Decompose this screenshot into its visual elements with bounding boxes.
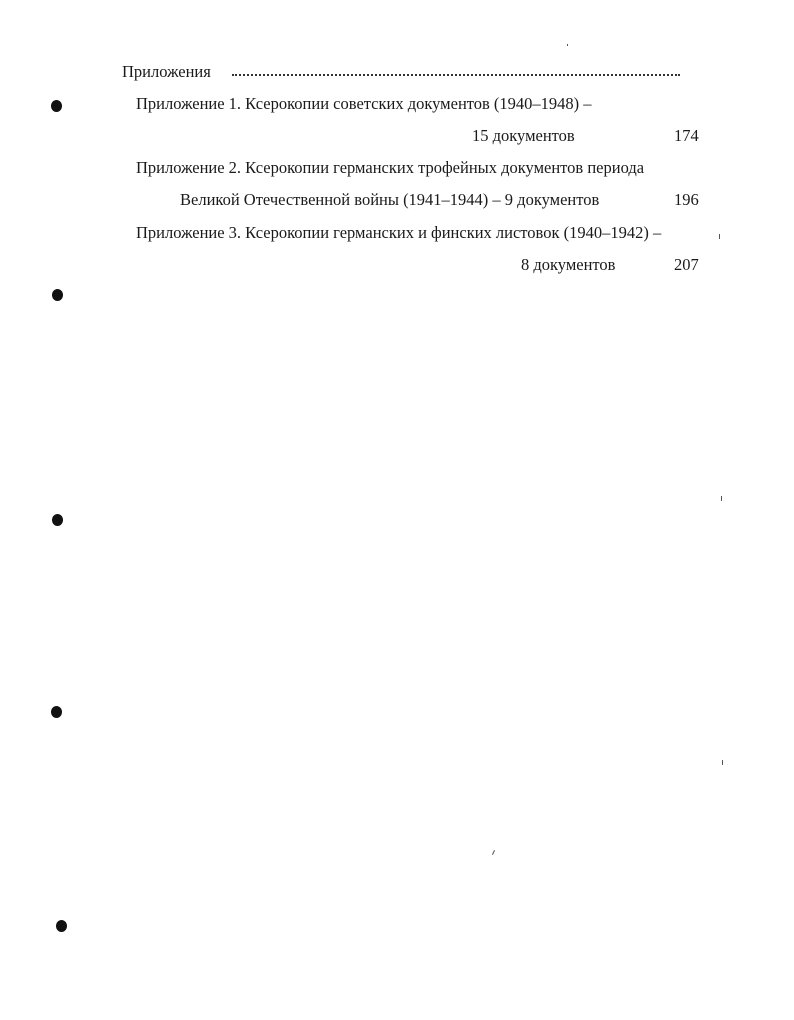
scan-speck — [567, 44, 568, 46]
scan-speck — [719, 234, 720, 239]
binder-hole — [51, 100, 62, 112]
toc-leader-dots — [232, 62, 680, 76]
scan-speck — [721, 496, 722, 501]
toc-entry-2-page: 196 — [674, 190, 699, 209]
toc-entry-1-title: Приложение 1. Ксерокопии советских документов (1940–1948) – — [136, 94, 592, 113]
toc-entry-2-title: Приложение 2. Ксерокопии германских трофейных документов периода — [136, 158, 645, 177]
toc-entry-1-count: 15 документов — [472, 126, 575, 145]
binder-hole — [52, 514, 63, 526]
scan-speck — [492, 850, 495, 855]
toc-entry-3-title: Приложение 3. Ксерокопии германских и финских листовок (1940–1942) – — [136, 223, 662, 242]
toc-entry-1-page: 174 — [674, 126, 699, 145]
binder-hole — [51, 706, 62, 718]
toc-entry-2-continuation: Великой Отечественной войны (1941–1944) – 9 документов — [180, 190, 600, 209]
toc-entry-3-count: 8 документов — [521, 255, 616, 274]
toc-heading: Приложения — [122, 62, 211, 81]
scan-speck — [722, 760, 723, 765]
binder-hole — [52, 289, 63, 301]
binder-hole — [56, 920, 67, 932]
toc-entry-3-page: 207 — [674, 255, 699, 274]
